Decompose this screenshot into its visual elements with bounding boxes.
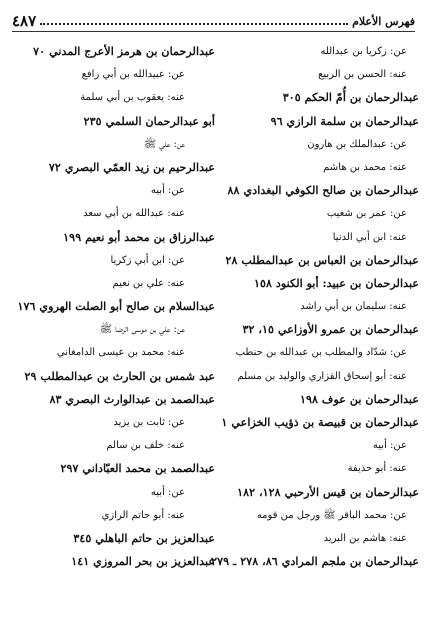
index-entry-narration: عنه: أبو حاتم الرازي	[101, 509, 185, 521]
index-entry-narration: عن: شدّاد والمطلب بن عبدالله بن حنطب	[235, 347, 407, 359]
index-entry-narration: عن: علي بن موسى الرضا ﷺ	[99, 324, 185, 336]
index-entry-name: عبدالرحمان بن العباس بن عبدالمطلب ٢٨	[225, 252, 419, 267]
index-entry-narration: عنه: علي بن نعيم	[112, 277, 185, 289]
index-entry-name: عبدالصمد بن محمد العبّاداني ٢٩٧	[60, 461, 215, 476]
index-entry-narration: عن: زكريا بن عبدالله	[320, 46, 407, 57]
index-entry-narration: عن: أبيه	[150, 185, 185, 197]
index-entry-narration: عنه: أبو حذيفة	[347, 463, 407, 475]
index-entry-name: عبدالرحمان بن صالح الكوفي البغدادي ٨٨	[227, 183, 419, 198]
index-entry-name: عبدالرحمان بن سلمة الرازي ٩٦	[270, 113, 419, 128]
index-entry-narration: عن: عبيدالله بن أبي رافع	[81, 69, 185, 81]
index-entry-narration: عن: عمر بن شعيب	[326, 208, 407, 220]
index-entry-name: عبدالرحمان بن ملجم المرادي ٨٦، ٢٧٨ ـ ٢٧٩	[211, 554, 419, 569]
index-entry-name: عبدالعزيز بن بحر المروزي ١٤١	[71, 554, 215, 569]
index-entry-name: عبدالرزاق بن محمد أبو نعيم ١٩٩	[63, 229, 215, 244]
index-entry-narration: عن: أبيه	[150, 486, 185, 498]
dotted-leader	[40, 23, 348, 25]
index-entry-narration: عنه: ابن أبي الدنيا	[332, 231, 407, 243]
index-entry-narration: عنه: محمد بن هاشم	[323, 161, 407, 173]
index-entry-name: عبدالرحيم بن زيد العمّي البصري ٧٢	[48, 159, 215, 174]
index-entry-narration: عنه: الحسن بن الربيع	[318, 69, 407, 81]
index-entry-narration: عن: علي ﷺ	[144, 138, 185, 150]
index-entry-name: عبدالرحمان بن هرمز الأعرج المدني ٧٠	[33, 44, 215, 58]
right-column	[211, 40, 419, 573]
index-entry-name: عبد شمس بن الحارث بن عبدالمطلب ٢٩	[24, 368, 215, 383]
index-entry-narration: عنه: عبدالله بن أبي سعد	[83, 208, 185, 220]
index-entry-narration: عن: ثابت بن يزيد	[113, 417, 185, 428]
index-entry-narration: عنه: يعقوب بن أبي سلمة	[80, 92, 185, 104]
index-entry-name: عبدالرحمان بن قبيصة بن ذؤيب الخزاعي ١	[221, 415, 419, 429]
page-number: ٤٨٧	[12, 12, 37, 30]
left-column	[10, 40, 215, 573]
index-entry-narration: عن: محمد الباقر ﷺ ورجل من قومه	[256, 509, 407, 521]
index-entry-narration: عنه: أبو إسحاق الفزاري والوليد بن مسلم	[237, 370, 407, 382]
page-header	[12, 9, 415, 32]
index-entry-narration: عن: عبدالملك بن هارون	[307, 138, 407, 150]
index-entry-name: عبدالعزيز بن حاتم الباهلي ٣٤٥	[73, 530, 215, 545]
index-entry-name: عبدالرحمان بن قيس الأرحبي ١٢٨، ١٨٢	[237, 484, 419, 499]
index-entry-narration: عنه: محمد بن عيسى الدامغاني	[56, 347, 185, 359]
index-entry-name: عبدالسلام بن صالح أبو الصلت الهروي ١٧٦	[17, 299, 215, 314]
index-entry-name: عبدالصمد بن عبدالوارث البصري ٨٣	[49, 391, 215, 406]
index-entry-narration: عن: ابن أبي زكريا	[110, 254, 185, 266]
index-entry-name: عبدالرحمان بن عمرو الأوزاعي ١٥، ٣٢	[242, 322, 419, 337]
index-entry-narration: عن: أبيه	[372, 440, 407, 452]
index-entry-narration: عنه: هاشم بن البريد	[323, 532, 407, 544]
index-entry-narration: عنه: سليمان بن أبي راشد	[300, 301, 407, 313]
index-entry-name: عبدالرحمان بن عبيد: أبو الكنود ١٥٨	[253, 275, 419, 290]
running-title: فهرس الأعلام	[352, 15, 415, 28]
index-entry-name: عبدالرحمان بن أُمّ الحكم ٣٠٥	[282, 90, 419, 105]
index-entry-name: عبدالرحمان بن عوف ١٩٨	[299, 391, 419, 406]
index-entry-name: أبو عبدالرحمان السلمي ٢٣٥	[83, 113, 215, 128]
index-entry-narration: عنه: خلف بن سالم	[106, 440, 185, 452]
